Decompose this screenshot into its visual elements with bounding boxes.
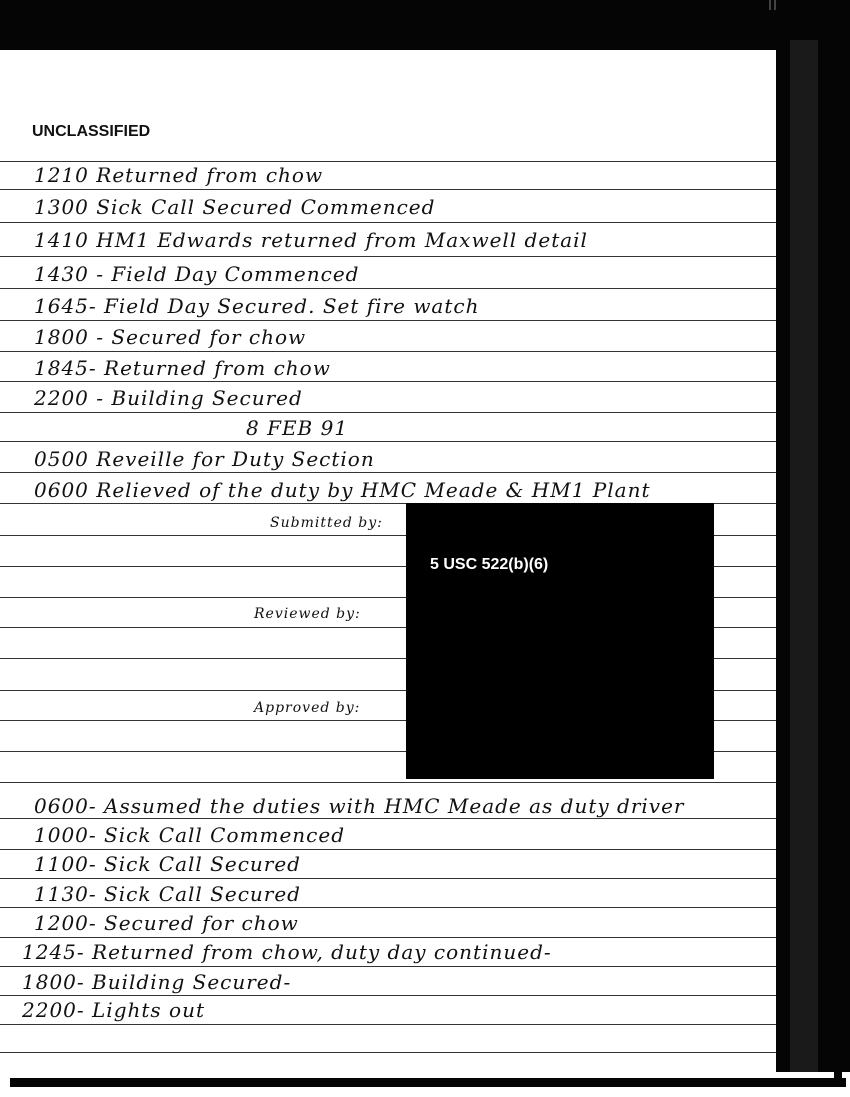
ruled-line [0, 381, 776, 382]
ruled-line [0, 351, 776, 352]
scan-border-right-inner [790, 40, 818, 1075]
classification-marking: UNCLASSIFIED [32, 123, 151, 140]
reviewed-by-label: Reviewed by: [254, 606, 361, 622]
date-heading: 8 FEB 91 [246, 416, 349, 440]
ruled-line [0, 937, 776, 938]
ruled-line [0, 472, 776, 473]
ruled-line [0, 907, 776, 908]
ruled-line [0, 320, 776, 321]
ruled-line [0, 222, 776, 223]
log-entry: 1000- Sick Call Commenced [34, 823, 345, 847]
log-entry: 1410 HM1 Edwards returned from Maxwell detail [34, 228, 588, 252]
log-entry: 1300 Sick Call Secured Commenced [34, 195, 436, 219]
log-entry: 1200- Secured for chow [34, 911, 299, 935]
ruled-line [0, 189, 776, 190]
redaction-box [406, 503, 714, 779]
log-entry: 1800 - Secured for chow [34, 325, 307, 349]
ruled-line [0, 878, 776, 879]
log-entry: 1800- Building Secured- [22, 970, 292, 994]
log-entry: 2200- Lights out [22, 998, 205, 1022]
log-entry: 1645- Field Day Secured. Set fire watch [34, 294, 480, 318]
ruled-line [0, 995, 776, 996]
ruled-line [0, 441, 776, 442]
redaction-label: 5 USC 522(b)(6) [430, 556, 549, 573]
approved-by-label: Approved by: [254, 700, 361, 716]
log-entry: 1100- Sick Call Secured [34, 852, 301, 876]
scan-border-bottom [10, 1078, 846, 1087]
scan-border-corner [834, 1040, 842, 1085]
log-entry: 1245- Returned from chow, duty day continued- [22, 940, 552, 964]
log-entry: 0600 Relieved of the duty by HMC Meade & HM1 Plant [34, 478, 651, 502]
log-entry: 1130- Sick Call Secured [34, 882, 301, 906]
ruled-line [0, 966, 776, 967]
log-entry: 1210 Returned from chow [34, 163, 324, 187]
log-entry: 1430 - Field Day Commenced [34, 262, 360, 286]
ruled-line [0, 288, 776, 289]
submitted-by-label: Submitted by: [270, 515, 383, 531]
scan-border-top [0, 0, 850, 50]
ruled-line [0, 412, 776, 413]
ruled-line [0, 782, 776, 783]
ruled-line [0, 849, 776, 850]
ruled-line [0, 1052, 776, 1053]
ruled-line [0, 256, 776, 257]
ruled-line [0, 1024, 776, 1025]
log-entry: 0600- Assumed the duties with HMC Meade as duty driver [34, 794, 685, 818]
log-entry: 2200 - Building Secured [34, 386, 303, 410]
ruled-line [0, 818, 776, 819]
log-entry: 0500 Reveille for Duty Section [34, 447, 375, 471]
log-entry: 1845- Returned from chow [34, 356, 331, 380]
ruled-line [0, 161, 776, 162]
